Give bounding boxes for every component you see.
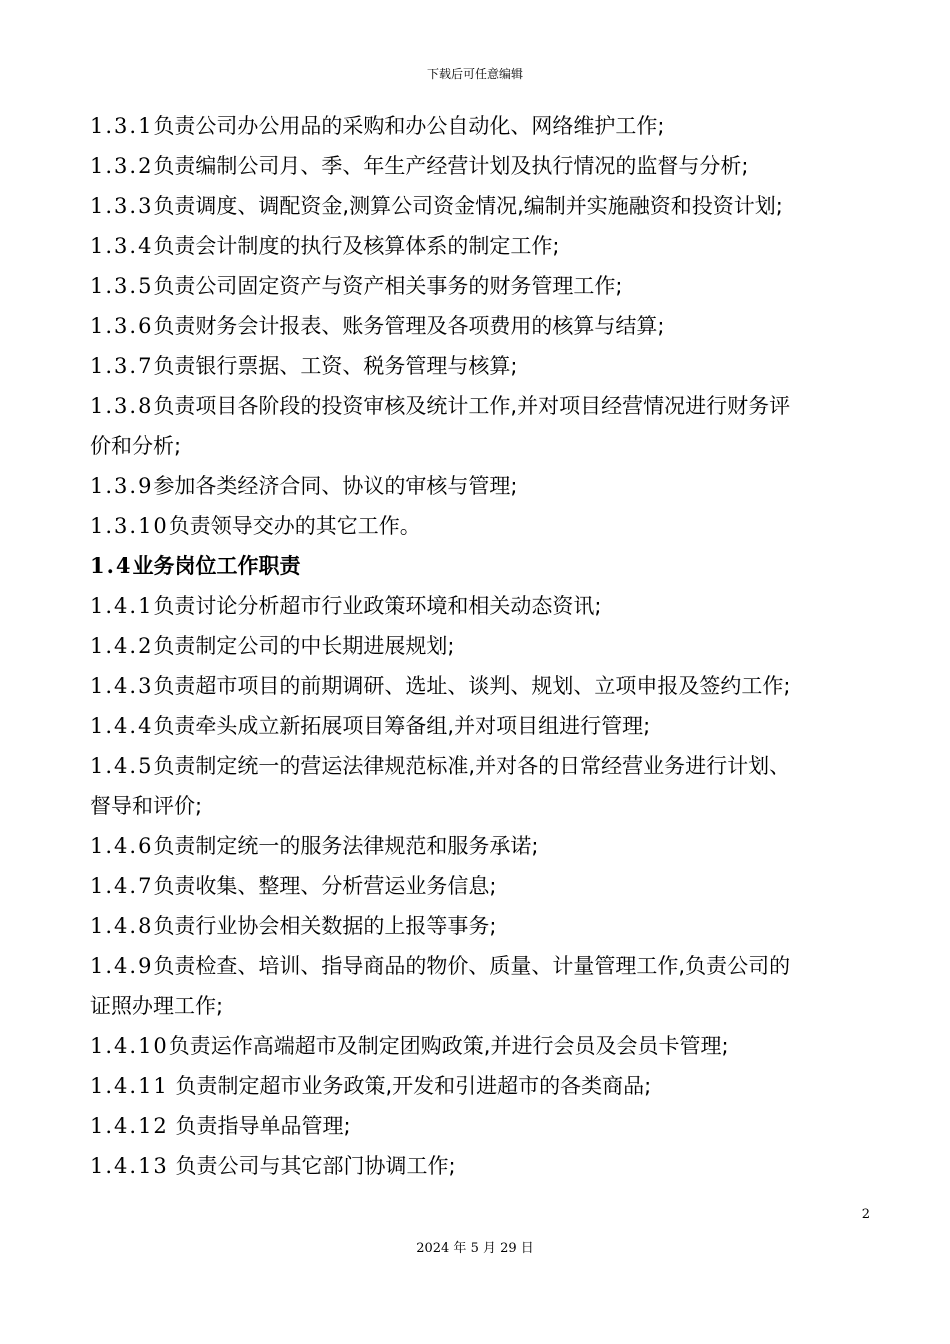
item-text: 负责公司与其它部门协调工作; <box>168 1154 456 1178</box>
item-text: 负责超市项目的前期调研、选址、谈判、规划、立项申报及签约工作; <box>153 674 791 698</box>
list-item <box>90 266 870 306</box>
list-item <box>90 1026 870 1066</box>
list-item <box>90 866 870 906</box>
item-text: 证照办理工作; <box>90 994 224 1018</box>
list-item <box>90 346 870 386</box>
list-item <box>90 746 870 786</box>
item-text: 负责银行票据、工资、税务管理与核算; <box>153 354 518 378</box>
list-item <box>90 506 870 546</box>
item-text: 参加各类经济合同、协议的审核与管理; <box>153 474 518 498</box>
item-text: 负责会计制度的执行及核算体系的制定工作; <box>153 234 560 258</box>
item-text: 负责领导交办的其它工作。 <box>168 514 421 538</box>
item-number: 1.4.1 <box>90 594 154 618</box>
list-item-continuation <box>90 986 870 1026</box>
list-item <box>90 586 870 626</box>
item-text: 负责牵头成立新拓展项目筹备组,并对项目组进行管理; <box>153 714 651 738</box>
page-header: 下载后可任意编辑 <box>426 67 523 81</box>
item-number: 1.4.5 <box>90 754 154 778</box>
heading-number: 1.4 <box>90 553 133 578</box>
item-number: 1.3.10 <box>90 514 169 538</box>
item-text: 负责运作高端超市及制定团购政策,并进行会员及会员卡管理; <box>168 1034 729 1058</box>
item-number: 1.3.4 <box>90 234 154 258</box>
item-text: 负责指导单品管理; <box>168 1114 351 1138</box>
item-text: 负责讨论分析超市行业政策环境和相关动态资讯; <box>153 594 602 618</box>
item-text: 督导和评价; <box>90 794 203 818</box>
item-text: 负责行业协会相关数据的上报等事务; <box>153 914 497 938</box>
list-item <box>90 306 870 346</box>
list-item <box>90 946 870 986</box>
item-number: 1.3.6 <box>90 314 154 338</box>
item-text: 负责制定统一的服务法律规范和服务承诺; <box>153 834 539 858</box>
page-footer-date: 2024 年 5 月 29 日 <box>416 1241 534 1256</box>
item-number: 1.4.10 <box>90 1034 169 1058</box>
list-item <box>90 706 870 746</box>
section-heading <box>90 546 870 586</box>
item-number: 1.3.9 <box>90 474 154 498</box>
list-item-continuation <box>90 786 870 826</box>
list-item-continuation <box>90 426 870 466</box>
item-text: 价和分析; <box>90 434 182 458</box>
item-text: 负责项目各阶段的投资审核及统计工作,并对项目经营情况进行财务评 <box>153 394 791 418</box>
list-item <box>90 106 870 146</box>
item-number: 1.4.9 <box>90 954 154 978</box>
document-body <box>90 106 870 1186</box>
item-text: 负责财务会计报表、账务管理及各项费用的核算与结算; <box>153 314 665 338</box>
item-number: 1.4.2 <box>90 634 154 658</box>
list-item <box>90 626 870 666</box>
item-number: 1.4.4 <box>90 714 154 738</box>
item-number: 1.4.6 <box>90 834 154 858</box>
item-number: 1.3.5 <box>90 274 154 298</box>
item-text: 负责调度、调配资金,测算公司资金情况,编制并实施融资和投资计划; <box>153 194 783 218</box>
list-item <box>90 1146 870 1186</box>
item-text: 负责制定超市业务政策,开发和引进超市的各类商品; <box>168 1074 652 1098</box>
list-item <box>90 826 870 866</box>
item-text: 负责制定统一的营运法律规范标准,并对各的日常经营业务进行计划、 <box>153 754 791 778</box>
item-number: 1.3.8 <box>90 394 154 418</box>
list-item <box>90 466 870 506</box>
item-number: 1.3.2 <box>90 154 154 178</box>
heading-text: 业务岗位工作职责 <box>132 554 301 578</box>
list-item <box>90 666 870 706</box>
list-item <box>90 226 870 266</box>
item-number: 1.3.3 <box>90 194 154 218</box>
list-item <box>90 1066 870 1106</box>
item-text: 负责收集、整理、分析营运业务信息; <box>153 874 497 898</box>
page-number: 2 <box>861 1207 870 1222</box>
item-number: 1.4.12 <box>90 1114 169 1138</box>
item-text: 负责公司固定资产与资产相关事务的财务管理工作; <box>153 274 623 298</box>
item-number: 1.3.1 <box>90 114 154 138</box>
list-item <box>90 146 870 186</box>
list-item <box>90 1106 870 1146</box>
item-number: 1.4.3 <box>90 674 154 698</box>
item-text: 负责编制公司月、季、年生产经营计划及执行情况的监督与分析; <box>153 154 749 178</box>
item-text: 负责制定公司的中长期进展规划; <box>153 634 455 658</box>
item-text: 负责检查、培训、指导商品的物价、质量、计量管理工作,负责公司的 <box>153 954 791 978</box>
list-item <box>90 906 870 946</box>
item-number: 1.3.7 <box>90 354 154 378</box>
item-number: 1.4.13 <box>90 1154 169 1178</box>
list-item <box>90 186 870 226</box>
item-number: 1.4.11 <box>90 1074 169 1098</box>
list-item <box>90 386 870 426</box>
item-text: 负责公司办公用品的采购和办公自动化、网络维护工作; <box>153 114 665 138</box>
item-number: 1.4.8 <box>90 914 154 938</box>
item-number: 1.4.7 <box>90 874 154 898</box>
